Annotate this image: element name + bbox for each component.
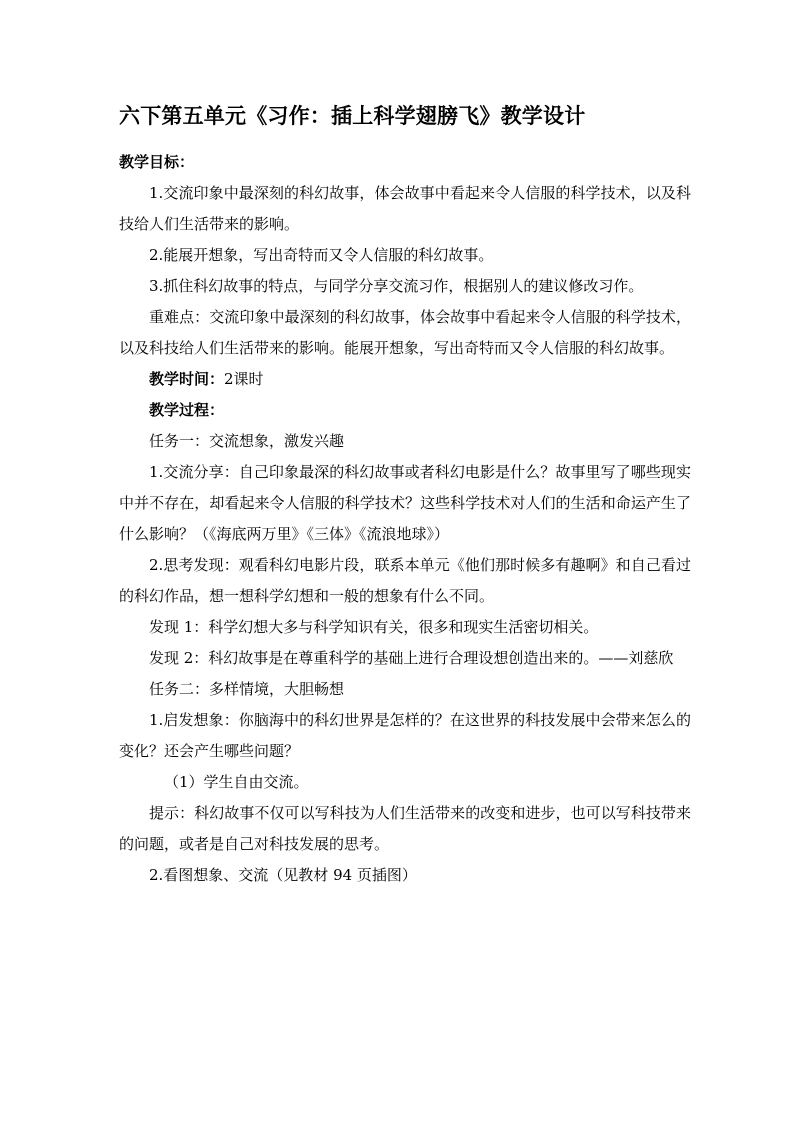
task1-paragraph-1: 1.交流分享：自己印象最深的科幻故事或者科幻电影是什么？故事里写了哪些现实中并不存在，却看起来令人信服的科学技术？这些科学技术对人们的生活和命运产生了什么影响？（《海底两万里》《三体》《流浪地球》） bbox=[119, 463, 691, 543]
finding-2: 发现 2：科幻故事是在尊重科学的基础上进行合理设想创造出来的。——刘慈欣 bbox=[149, 649, 674, 667]
task2-heading: 任务二：多样情境，大胆畅想 bbox=[149, 680, 345, 698]
task2-paragraph-2: 2.看图想象、交流（见教材 94 页插图） bbox=[149, 866, 417, 884]
document-body bbox=[119, 147, 691, 891]
goals-label: 教学目标： bbox=[119, 153, 195, 171]
tip-paragraph: 提示：科幻故事不仅可以写科技为人们生活带来的改变和进步，也可以写科技带来的问题，或者是自己对科技发展的思考。 bbox=[119, 804, 691, 853]
document-title: 六下第五单元《习作：插上科学翅膀飞》教学设计 bbox=[119, 104, 586, 128]
task1-paragraph-2: 2.思考发现：观看科幻电影片段，联系本单元《他们那时候多有趣啊》和自己看过的科幻作品，想一想科学幻想和一般的想象有什么不同。 bbox=[119, 556, 691, 605]
goal-item-2: 2.能展开想象，写出奇特而又令人信服的科幻故事。 bbox=[149, 246, 494, 264]
task2-paragraph-1: 1.启发想象：你脑海中的科幻世界是怎样的？在这世界的科技发展中会带来怎么的变化？还会产生哪些问题？ bbox=[119, 711, 691, 760]
finding-1: 发现 1：科学幻想大多与科学知识有关，很多和现实生活密切相关。 bbox=[149, 618, 599, 636]
time-label: 教学时间： bbox=[149, 370, 225, 388]
goal-item-3: 3.抓住科幻故事的特点，与同学分享交流习作，根据别人的建议修改习作。 bbox=[149, 277, 644, 295]
key-points-paragraph: 重难点：交流印象中最深刻的科幻故事，体会故事中看起来令人信服的科学技术，以及科技给人们生活带来的影响。能展开想象，写出奇特而又令人信服的科幻故事。 bbox=[119, 308, 691, 357]
goal-item-1: 1.交流印象中最深刻的科幻故事，体会故事中看起来令人信服的科学技术，以及科技给人们生活带来的影响。 bbox=[119, 184, 691, 233]
task2-subitem-1: （1）学生自由交流。 bbox=[164, 773, 309, 791]
process-label: 教学过程： bbox=[149, 401, 225, 419]
time-value: 2课时 bbox=[224, 370, 264, 388]
task1-heading: 任务一：交流想象，激发兴趣 bbox=[149, 432, 345, 450]
teaching-time bbox=[119, 364, 691, 395]
